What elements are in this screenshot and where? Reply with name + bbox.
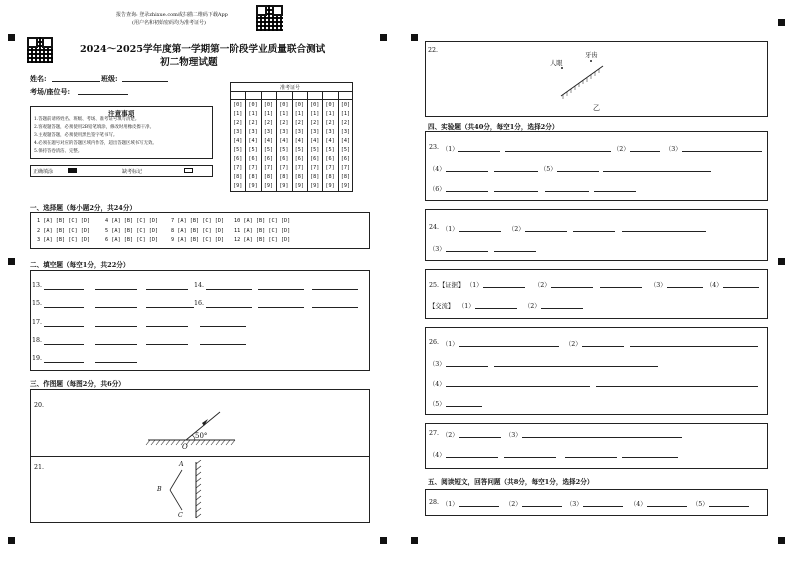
exam-id-bubble[interactable]: [4] [263,138,274,144]
blank-index: （2） [524,303,541,310]
correct-fill-sample [68,168,77,173]
q25-box [425,269,768,319]
blank-index: （4） [429,381,446,388]
answer-blank[interactable] [446,457,498,458]
answer-blank[interactable] [723,287,759,288]
exam-id-label: 准考证号 [280,85,301,91]
exam-id-bubble[interactable]: [0] [294,102,304,108]
section3-title: 三、作图题（每图2分，共6分） [30,380,125,388]
seat-label: 考场/座位号: [30,87,71,96]
exam-id-col-divider [276,91,277,192]
point-c-label: C [178,512,183,519]
answer-blank[interactable] [596,386,758,387]
answer-blank[interactable] [475,308,517,309]
class-label: 班级: [101,74,118,83]
exam-id-bubble[interactable]: [4] [233,138,243,144]
answer-blank[interactable] [682,151,762,152]
corner-marker-bl [8,537,15,544]
answer-blank[interactable] [483,287,525,288]
q26-number: 26. [429,339,440,346]
blank-index: （3） [505,432,522,439]
answer-blank[interactable] [446,366,488,367]
mcq-bubble-row[interactable]: 6 [A] [B] [C] [D] [105,237,159,243]
blank-index: （4） [706,282,723,289]
q27-box [425,423,768,469]
exam-id-bubble[interactable]: [7] [340,165,351,171]
blank-index: （3） [566,501,583,508]
exam-id-bubble[interactable]: [4] [325,138,335,144]
exam-id-bubble[interactable]: [3] [233,129,243,135]
answer-blank[interactable] [146,344,188,345]
answer-blank[interactable] [146,289,188,290]
answer-blank[interactable] [622,231,706,232]
answer-blank[interactable] [312,307,358,308]
blank-index: （5） [540,166,557,173]
exam-id-bubble[interactable]: [1] [279,111,289,117]
blank-index: （2） [442,432,459,439]
blank-index: （4） [630,501,647,508]
exam-id-bubble[interactable]: [5] [279,147,289,153]
answer-blank[interactable] [573,231,615,232]
tooth-point-icon [590,60,592,62]
corner-marker-bc2 [411,537,418,544]
answer-blank[interactable] [494,171,538,172]
q27-number: 27. [429,430,440,437]
exam-title: 2024～2025学年度第一学期第一阶段学业质量联合测试 [80,44,326,55]
answer-blank[interactable] [446,191,488,192]
answer-blank[interactable] [630,151,660,152]
exam-id-bubble[interactable]: [6] [248,156,258,162]
mcq-bubble-row[interactable]: 9 [A] [B] [C] [D] [171,237,225,243]
exam-id-bubble[interactable]: [4] [340,138,351,144]
notice-item: 4.必须在题号对应的答题区域内作答，超出答题区域书写无效。 [34,141,157,146]
blank-index: （2） [508,226,525,233]
exam-id-col-divider [292,91,293,192]
seat-field[interactable] [78,94,128,95]
mcq-bubble-row[interactable]: 10 [A] [B] [C] [D] [234,218,291,224]
answer-blank[interactable] [630,346,758,347]
exam-id-bubble[interactable]: [8] [233,174,243,180]
exam-id-bubble[interactable]: [9] [233,183,243,189]
corner-marker-bc [380,537,387,544]
answer-blank[interactable] [459,346,559,347]
exam-id-bubble[interactable]: [1] [233,111,243,117]
notice-item: 3.主观题答题，必须使用黑色签字笔书写。 [34,133,118,138]
exam-id-bubble[interactable]: [4] [279,138,289,144]
exam-id-bubble[interactable]: [0] [340,102,351,108]
mcq-bubble-row[interactable]: 12 [A] [B] [C] [D] [234,237,291,243]
exam-id-bubble[interactable]: [4] [294,138,304,144]
answer-blank[interactable] [494,251,536,252]
blank-index: （1） [442,146,459,153]
exam-id-bubble[interactable]: [5] [233,147,243,153]
correct-fill-label: 正确填涂 [33,169,54,175]
exam-id-col-divider [245,91,246,192]
answer-blank[interactable] [667,287,703,288]
mcq-bubble-row[interactable]: 2 [A] [B] [C] [D] [37,227,91,234]
answer-blank[interactable] [95,307,137,308]
exam-id-bubble[interactable]: [2] [310,120,320,126]
corner-marker-tc [380,34,387,41]
blank-index: （1） [442,226,459,233]
answer-blank[interactable] [459,506,499,507]
notice-item: 2.客观题答题，必须使用2B铅笔填涂，修改时用橡皮擦干净。 [34,125,154,130]
exam-id-bubble[interactable]: [7] [263,165,274,171]
exam-id-bubble[interactable]: [7] [248,165,258,171]
blank-index: （2） [565,341,582,348]
sheet-qr-code [27,37,53,63]
exam-id-bubble[interactable]: [1] [248,111,258,117]
blank-index: （5） [429,401,446,408]
answer-blank[interactable] [446,171,488,172]
blank-index: （3） [429,361,446,368]
exam-id-bubble[interactable]: [3] [294,129,304,135]
notice-item: 1.答题前请将姓名、班级、考场、准考证号填写清楚。 [34,117,140,122]
q15-number: 15. [32,300,43,307]
exam-id-bubble[interactable]: [2] [263,120,274,126]
corner-marker-ml [8,258,15,265]
exam-id-bubble[interactable]: [0] [248,102,258,108]
exam-id-bubble[interactable]: [8] [340,174,351,180]
exam-id-bubble[interactable]: [8] [279,174,289,180]
absent-mark-label: 缺考标记 [122,169,143,175]
exam-id-bubble[interactable]: [2] [340,120,351,126]
tooth-label: 牙齿 [585,52,598,59]
exam-id-bubble[interactable]: [0] [233,102,243,108]
exam-id-bubble[interactable]: [7] [310,165,320,171]
blank-index: （4） [429,452,446,459]
section3-divider [30,456,370,457]
exam-id-bubble[interactable]: [1] [294,111,304,117]
answer-blank[interactable] [446,406,482,407]
answer-blank[interactable] [44,344,84,345]
blank-index: （4） [429,166,446,173]
q24-box [425,209,768,261]
section5-title: 五、阅读短文，回答问题（共8分，每空1分，选择2分） [428,478,594,486]
angle-label: 50° [195,432,208,440]
section1-title: 一、选择题（每小题2分，共24分） [30,204,137,212]
answer-blank[interactable] [541,308,583,309]
exam-id-bubble[interactable]: [6] [233,156,243,162]
answer-blank[interactable] [494,366,658,367]
exam-id-bubble[interactable]: [8] [248,174,258,180]
name-label: 姓名: [30,74,47,83]
q17-number: 17. [32,319,43,326]
answer-blank[interactable] [594,191,636,192]
answer-blank[interactable] [446,386,590,387]
answer-blank[interactable] [95,326,137,327]
blank-index: （1） [458,303,475,310]
report-note-line2: (用户名和初始密码均为准考证号) [132,20,206,26]
eye-point-icon [561,67,563,69]
exam-id-bubble[interactable]: [1] [325,111,335,117]
exam-id-bubble[interactable]: [9] [310,183,320,189]
answer-blank[interactable] [95,362,137,363]
exam-id-bubble[interactable]: [1] [340,111,351,117]
blank-index: （3） [665,146,682,153]
exam-id-bubble[interactable]: [8] [263,174,274,180]
blank-index: （1） [466,282,483,289]
answer-blank[interactable] [459,437,501,438]
point-o-label: O [182,443,188,451]
exam-id-bubble[interactable]: [2] [294,120,304,126]
point-a-label: A [179,461,184,468]
answer-blank[interactable] [146,307,194,308]
exam-id-bubble[interactable]: [6] [294,156,304,162]
blank-index: （3） [650,282,667,289]
answer-blank[interactable] [446,251,488,252]
exam-id-col-divider [322,91,323,192]
report-note-line1: 报告查询: 登录zhixue.com或扫描二维码下载App [116,12,228,18]
exam-id-bubble[interactable]: [0] [279,102,289,108]
answer-blank[interactable] [458,151,500,152]
mcq-bubble-row[interactable]: 8 [A] [B] [C] [D] [171,227,225,234]
exam-id-bubble[interactable]: [3] [325,129,335,135]
answer-blank[interactable] [603,171,711,172]
answer-blank[interactable] [312,289,358,290]
q28-box [425,489,768,516]
answer-blank[interactable] [44,326,84,327]
q13-number: 13. [32,282,43,289]
exam-id-bubble[interactable]: [9] [294,183,304,189]
answer-blank[interactable] [504,457,556,458]
name-field[interactable] [52,81,100,82]
exam-id-bubble[interactable]: [7] [325,165,335,171]
exam-id-bubble[interactable]: [6] [325,156,335,162]
answer-blank[interactable] [44,289,84,290]
yi-label: 乙 [593,104,600,112]
answer-blank[interactable] [565,457,617,458]
answer-blank[interactable] [258,307,304,308]
q18-number: 18. [32,337,43,344]
exam-id-bubble[interactable]: [3] [248,129,258,135]
exam-id-bubble[interactable]: [2] [279,120,289,126]
answer-blank[interactable] [709,506,749,507]
q26-box [425,327,768,415]
exam-id-bubble[interactable]: [0] [263,102,274,108]
exam-id-bubble[interactable]: [6] [340,156,351,162]
answer-blank[interactable] [522,437,682,438]
exam-subtitle: 初二物理试题 [160,57,218,68]
exam-id-bubble[interactable]: [0] [310,102,320,108]
exam-id-bubble[interactable]: [5] [263,147,274,153]
q21-diagram[interactable] [160,460,210,520]
exam-id-bubble[interactable]: [9] [248,183,258,189]
answer-blank[interactable] [600,287,642,288]
mcq-bubble-row[interactable]: 4 [A] [B] [C] [D] [105,218,159,224]
corner-marker-tr [778,19,785,26]
exam-id-bubble[interactable]: [2] [248,120,258,126]
exam-id-bubble[interactable]: [1] [263,111,274,117]
mcq-bubble-row[interactable]: 5 [A] [B] [C] [D] [105,227,159,234]
exam-id-bubble[interactable]: [7] [279,165,289,171]
q16-number: 16. [194,300,205,307]
corner-marker-tc2 [411,34,418,41]
answer-blank[interactable] [522,506,562,507]
answer-blank[interactable] [622,457,678,458]
answer-blank[interactable] [200,326,246,327]
blank-index: （6） [429,186,446,193]
corner-marker-mr [778,258,785,265]
exam-id-bubble[interactable]: [9] [340,183,351,189]
answer-blank[interactable] [44,362,84,363]
answer-blank[interactable] [206,307,252,308]
exam-id-bubble[interactable]: [2] [325,120,335,126]
answer-blank[interactable] [557,171,599,172]
q20-number: 20. [34,402,45,409]
answer-blank[interactable] [95,344,137,345]
blank-index: （5） [692,501,709,508]
exam-id-bubble[interactable]: [0] [325,102,335,108]
q22-number: 22. [428,47,439,54]
exam-id-col-divider [338,91,339,192]
corner-marker-br [778,537,785,544]
corner-marker-tl [8,34,15,41]
answer-blank[interactable] [583,506,623,507]
exam-id-bubble[interactable]: [8] [294,174,304,180]
mcq-bubble-row[interactable]: 11 [A] [B] [C] [D] [234,227,291,234]
absent-mark-checkbox[interactable] [184,168,193,173]
q28-number: 28. [429,499,440,506]
answer-blank[interactable] [459,231,501,232]
eye-label: 人眼 [550,60,563,67]
exam-id-bubble[interactable]: [3] [310,129,320,135]
mcq-bubble-row[interactable]: 7 [A] [B] [C] [D] [171,218,225,224]
answer-blank[interactable] [44,307,84,308]
exam-id-bubble[interactable]: [5] [294,147,304,153]
answer-blank[interactable] [505,151,611,152]
q25-exchange-label: 【交流】 [429,303,455,310]
exam-id-bubble[interactable]: [6] [279,156,289,162]
exam-id-bubble[interactable]: [7] [294,165,304,171]
exam-id-bubble[interactable]: [7] [233,165,243,171]
exam-id-bubble[interactable]: [6] [263,156,274,162]
answer-blank[interactable] [582,346,624,347]
notice-item: 5.保持答卷清洁、完整。 [34,149,83,154]
blank-index: （3） [429,246,446,253]
exam-id-col-divider [261,91,262,192]
answer-blank[interactable] [258,289,304,290]
exam-id-bubble[interactable]: [5] [340,147,351,153]
answer-blank[interactable] [525,231,567,232]
q24-number: 24. [429,224,440,231]
blank-index: （2） [613,146,630,153]
answer-blank[interactable] [200,344,246,345]
blank-index: （2） [534,282,551,289]
exam-id-bubble[interactable]: [4] [248,138,258,144]
answer-blank[interactable] [647,506,687,507]
blank-index: （2） [505,501,522,508]
exam-id-bubble[interactable]: [5] [248,147,258,153]
report-qr-code [256,5,283,31]
exam-id-bubble[interactable]: [6] [310,156,320,162]
exam-id-col-divider [307,91,308,192]
answer-blank[interactable] [551,287,593,288]
exam-id-bubble[interactable]: [8] [325,174,335,180]
exam-id-bubble[interactable]: [9] [263,183,274,189]
point-b-label: B [157,486,162,493]
answer-blank[interactable] [494,191,538,192]
q25-evidence-label: 25.【证据】 [429,282,465,289]
exam-id-bubble[interactable]: [5] [310,147,320,153]
exam-id-bubble[interactable]: [1] [310,111,320,117]
q23-number: 23. [429,144,440,151]
q21-number: 21. [34,464,45,471]
exam-id-bubble[interactable]: [3] [279,129,289,135]
exam-id-bubble[interactable]: [9] [325,183,335,189]
section2-title: 二、填空题（每空1分，共22分） [30,261,130,269]
q14-number: 14. [194,282,205,289]
class-field[interactable] [122,81,168,82]
exam-id-bubble[interactable]: [3] [263,129,274,135]
section4-title: 四、实验题（共40分，每空1分，选择2分） [428,123,559,131]
exam-id-bubble[interactable]: [8] [310,174,320,180]
exam-id-bubble[interactable]: [5] [325,147,335,153]
answer-blank[interactable] [206,289,252,290]
exam-id-bubble[interactable]: [9] [279,183,289,189]
exam-id-bubble[interactable]: [3] [340,129,351,135]
answer-blank[interactable] [545,191,589,192]
answer-blank[interactable] [95,289,137,290]
mcq-bubble-row[interactable]: 3 [A] [B] [C] [D] [37,237,91,243]
q19-number: 19. [32,355,43,362]
exam-id-bubble[interactable]: [2] [233,120,243,126]
blank-index: （1） [442,341,459,348]
notice-title: 注意事项 [108,110,135,118]
exam-id-bubble[interactable]: [4] [310,138,320,144]
blank-index: （1） [442,501,459,508]
answer-blank[interactable] [146,326,188,327]
mcq-bubble-row[interactable]: 1 [A] [B] [C] [D] [37,218,91,224]
